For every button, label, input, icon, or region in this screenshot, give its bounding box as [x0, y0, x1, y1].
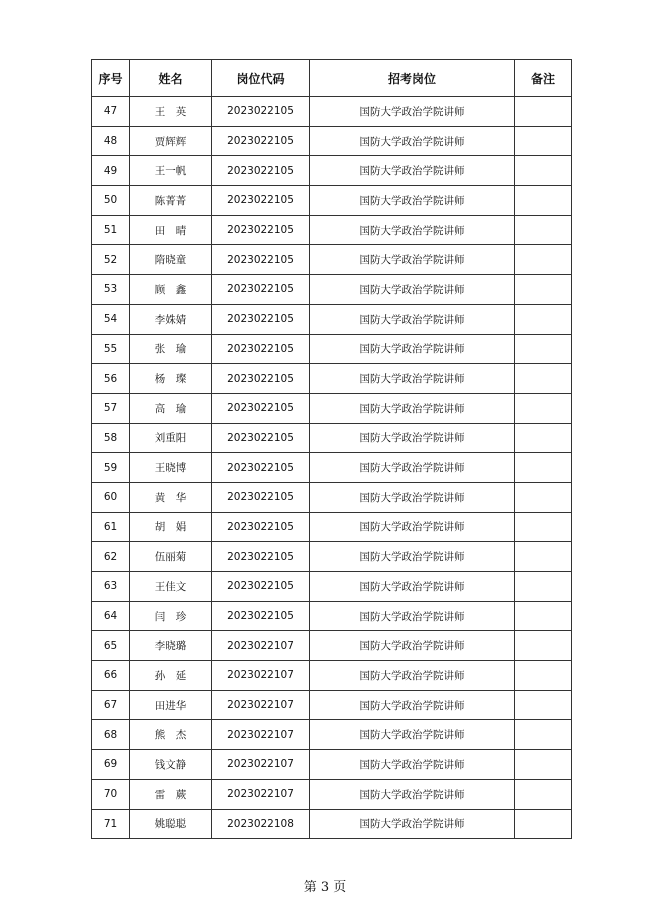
table-row: [92, 779, 572, 809]
cell-code: 2023022105: [212, 245, 310, 275]
cell-seq: 59: [92, 453, 130, 483]
table-row: [92, 304, 572, 334]
cell-post: 国防大学政治学院讲师: [310, 601, 515, 631]
cell-seq: 56: [92, 364, 130, 394]
cell-note: [515, 453, 572, 483]
cell-name: 姚聪聪: [130, 809, 212, 839]
cell-note: [515, 364, 572, 394]
cell-code: 2023022107: [212, 779, 310, 809]
cell-name: 黄 华: [130, 482, 212, 512]
table-row: [92, 482, 572, 512]
cell-name: 隋晓童: [130, 245, 212, 275]
cell-seq: 51: [92, 215, 130, 245]
cell-seq: 64: [92, 601, 130, 631]
cell-code: 2023022107: [212, 631, 310, 661]
cell-seq: 47: [92, 97, 130, 127]
cell-note: [515, 482, 572, 512]
cell-seq: 48: [92, 126, 130, 156]
cell-name: 田进华: [130, 690, 212, 720]
cell-code: 2023022105: [212, 97, 310, 127]
cell-note: [515, 97, 572, 127]
cell-code: 2023022105: [212, 275, 310, 305]
header-row: [92, 60, 572, 97]
cell-post: 国防大学政治学院讲师: [310, 364, 515, 394]
cell-code: 2023022105: [212, 393, 310, 423]
cell-code: 2023022105: [212, 304, 310, 334]
cell-name: 李姝婧: [130, 304, 212, 334]
table-row: [92, 126, 572, 156]
cell-name: 王佳文: [130, 572, 212, 602]
table-row: [92, 156, 572, 186]
cell-name: 高 瑜: [130, 393, 212, 423]
cell-code: 2023022105: [212, 423, 310, 453]
cell-note: [515, 631, 572, 661]
cell-note: [515, 215, 572, 245]
candidate-table: [91, 59, 572, 839]
table-row: [92, 601, 572, 631]
table-row: [92, 542, 572, 572]
cell-code: 2023022105: [212, 126, 310, 156]
cell-seq: 70: [92, 779, 130, 809]
cell-name: 田 晴: [130, 215, 212, 245]
cell-seq: 49: [92, 156, 130, 186]
cell-post: 国防大学政治学院讲师: [310, 186, 515, 216]
cell-note: [515, 186, 572, 216]
header-code: 岗位代码: [212, 60, 310, 97]
cell-code: 2023022108: [212, 809, 310, 839]
cell-note: [515, 601, 572, 631]
cell-name: 李晓璐: [130, 631, 212, 661]
cell-code: 2023022107: [212, 720, 310, 750]
cell-post: 国防大学政治学院讲师: [310, 245, 515, 275]
cell-post: 国防大学政治学院讲师: [310, 215, 515, 245]
cell-name: 张 瑜: [130, 334, 212, 364]
cell-code: 2023022107: [212, 750, 310, 780]
cell-post: 国防大学政治学院讲师: [310, 690, 515, 720]
cell-name: 杨 璨: [130, 364, 212, 394]
header-note: 备注: [515, 60, 572, 97]
cell-note: [515, 720, 572, 750]
cell-post: 国防大学政治学院讲师: [310, 423, 515, 453]
cell-note: [515, 156, 572, 186]
cell-code: 2023022107: [212, 690, 310, 720]
cell-seq: 60: [92, 482, 130, 512]
cell-name: 孙 延: [130, 661, 212, 691]
cell-note: [515, 542, 572, 572]
cell-post: 国防大学政治学院讲师: [310, 126, 515, 156]
header-post: 招考岗位: [310, 60, 515, 97]
cell-post: 国防大学政治学院讲师: [310, 779, 515, 809]
cell-code: 2023022107: [212, 661, 310, 691]
cell-seq: 55: [92, 334, 130, 364]
cell-note: [515, 245, 572, 275]
cell-name: 胡 娟: [130, 512, 212, 542]
cell-post: 国防大学政治学院讲师: [310, 453, 515, 483]
cell-seq: 68: [92, 720, 130, 750]
cell-seq: 57: [92, 393, 130, 423]
table-row: [92, 393, 572, 423]
cell-code: 2023022105: [212, 186, 310, 216]
cell-note: [515, 661, 572, 691]
cell-name: 雷 蕨: [130, 779, 212, 809]
cell-code: 2023022105: [212, 453, 310, 483]
cell-code: 2023022105: [212, 156, 310, 186]
cell-seq: 53: [92, 275, 130, 305]
cell-name: 贾辉辉: [130, 126, 212, 156]
cell-seq: 67: [92, 690, 130, 720]
cell-seq: 58: [92, 423, 130, 453]
cell-name: 王 英: [130, 97, 212, 127]
header-seq: 序号: [92, 60, 130, 97]
cell-name: 闫 珍: [130, 601, 212, 631]
cell-name: 王晓博: [130, 453, 212, 483]
cell-post: 国防大学政治学院讲师: [310, 542, 515, 572]
cell-note: [515, 334, 572, 364]
table-row: [92, 364, 572, 394]
cell-code: 2023022105: [212, 334, 310, 364]
cell-post: 国防大学政治学院讲师: [310, 334, 515, 364]
table-row: [92, 750, 572, 780]
table-row: [92, 215, 572, 245]
cell-name: 王一帆: [130, 156, 212, 186]
cell-seq: 66: [92, 661, 130, 691]
cell-post: 国防大学政治学院讲师: [310, 661, 515, 691]
page-number: 第 3 页: [303, 880, 347, 895]
table-row: [92, 631, 572, 661]
cell-seq: 69: [92, 750, 130, 780]
table-row: [92, 97, 572, 127]
cell-post: 国防大学政治学院讲师: [310, 97, 515, 127]
table-row: [92, 512, 572, 542]
table-row: [92, 720, 572, 750]
cell-note: [515, 275, 572, 305]
cell-post: 国防大学政治学院讲师: [310, 275, 515, 305]
cell-note: [515, 809, 572, 839]
cell-note: [515, 779, 572, 809]
cell-code: 2023022105: [212, 572, 310, 602]
cell-name: 熊 杰: [130, 720, 212, 750]
cell-note: [515, 690, 572, 720]
table-row: [92, 423, 572, 453]
table-row: [92, 275, 572, 305]
cell-post: 国防大学政治学院讲师: [310, 304, 515, 334]
cell-note: [515, 393, 572, 423]
table-row: [92, 453, 572, 483]
cell-code: 2023022105: [212, 482, 310, 512]
cell-note: [515, 126, 572, 156]
cell-code: 2023022105: [212, 542, 310, 572]
header-name: 姓名: [130, 60, 212, 97]
cell-code: 2023022105: [212, 215, 310, 245]
cell-post: 国防大学政治学院讲师: [310, 572, 515, 602]
cell-name: 伍丽菊: [130, 542, 212, 572]
cell-seq: 52: [92, 245, 130, 275]
cell-post: 国防大学政治学院讲师: [310, 156, 515, 186]
table-row: [92, 690, 572, 720]
table-row: [92, 661, 572, 691]
table-row: [92, 245, 572, 275]
table-row: [92, 809, 572, 839]
cell-post: 国防大学政治学院讲师: [310, 393, 515, 423]
table-row: [92, 572, 572, 602]
cell-code: 2023022105: [212, 364, 310, 394]
cell-seq: 63: [92, 572, 130, 602]
cell-note: [515, 750, 572, 780]
cell-post: 国防大学政治学院讲师: [310, 720, 515, 750]
table-row: [92, 186, 572, 216]
cell-post: 国防大学政治学院讲师: [310, 809, 515, 839]
cell-note: [515, 423, 572, 453]
cell-note: [515, 304, 572, 334]
cell-code: 2023022105: [212, 512, 310, 542]
cell-seq: 62: [92, 542, 130, 572]
cell-code: 2023022105: [212, 601, 310, 631]
table-header: [92, 60, 572, 97]
cell-note: [515, 512, 572, 542]
cell-seq: 54: [92, 304, 130, 334]
cell-seq: 65: [92, 631, 130, 661]
cell-name: 钱文静: [130, 750, 212, 780]
cell-name: 陈菁菁: [130, 186, 212, 216]
cell-post: 国防大学政治学院讲师: [310, 631, 515, 661]
cell-note: [515, 572, 572, 602]
cell-post: 国防大学政治学院讲师: [310, 750, 515, 780]
cell-name: 刘重阳: [130, 423, 212, 453]
cell-name: 顾 鑫: [130, 275, 212, 305]
cell-seq: 61: [92, 512, 130, 542]
cell-seq: 71: [92, 809, 130, 839]
cell-post: 国防大学政治学院讲师: [310, 512, 515, 542]
table-row: [92, 334, 572, 364]
cell-post: 国防大学政治学院讲师: [310, 482, 515, 512]
cell-seq: 50: [92, 186, 130, 216]
table-body: [92, 97, 572, 839]
